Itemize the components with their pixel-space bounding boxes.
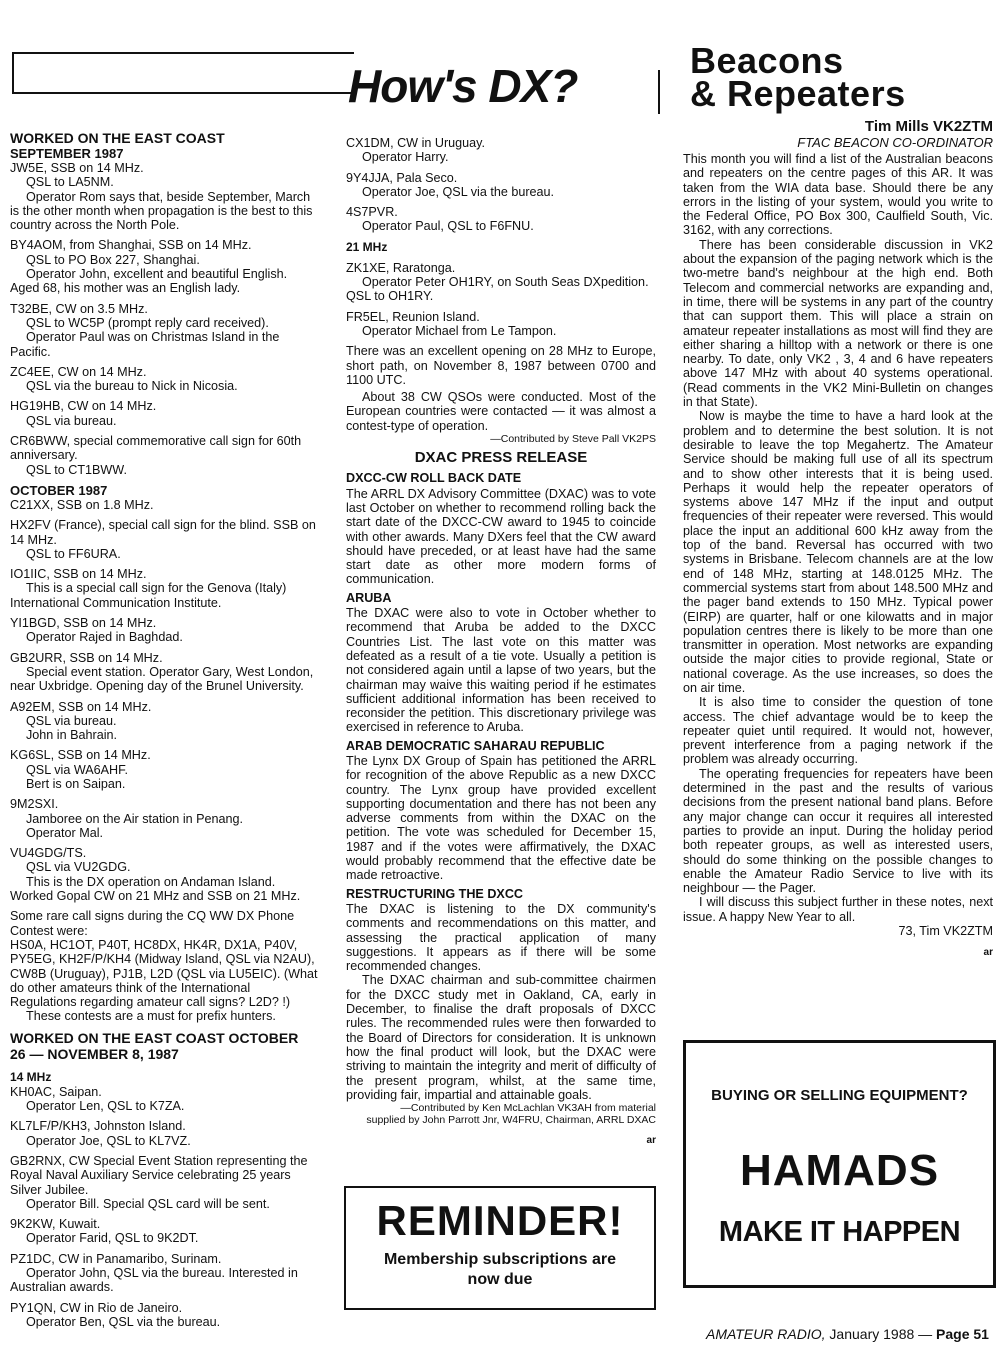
ad-tagline: BUYING OR SELLING EQUIPMENT?: [711, 1087, 968, 1104]
dx-entry: [10, 846, 332, 903]
paragraph: The Lynx DX Group of Spain has petitioned the ARRL for recognition of the above Republic as a new DXCC country. The Lynx group have provided excellent supporting documentation and there has not been any adverse comments from within the DXAC on the petition. The vote was scheduled for December 15, 1987 and if the votes were affirmatively, the DXAC would probably recommend that the effective date be made retroactive.: [346, 753, 656, 883]
dx-entry: [10, 365, 332, 394]
paragraph: I will discuss this subject further in these notes, next issue. A happy New Year to all.: [683, 895, 993, 924]
entry-line: QSL to PO Box 227, Shanghai.: [26, 252, 200, 267]
entry-line: QSL to FF6URA.: [26, 546, 121, 561]
dx-entry: [10, 651, 332, 694]
dx-entry: [10, 909, 332, 1023]
entry-line: FR5EL, Reunion Island.: [346, 309, 480, 324]
subsection-heading: OCTOBER 1987: [10, 482, 108, 498]
dx-entry: [10, 302, 332, 359]
entry-line: YI1BGD, SSB on 14 MHz.: [10, 616, 157, 631]
dx-entry: [10, 1301, 332, 1330]
entry-line: 9M2SXI.: [10, 797, 59, 812]
subsection-heading: SEPTEMBER 1987: [10, 146, 124, 161]
paragraph: The DXAC chairman and sub-committee chairmen for the DXCC study met in Oakland, CA, early in December, to finalise the draft proposals of DXCC rules. The recommended rules were then forwarded to the Board of Directors for consideration. It is unknown how the final product will look, but the DXAC were striving to maintain the integrity and merit of difficulty of the present program, whilst, at the same time, providing fair, impartial and attainable goals.: [346, 973, 656, 1102]
end-mark: ar: [646, 1135, 656, 1147]
dx-entry: [10, 567, 332, 610]
entry-line: Operator Ben, QSL via the bureau.: [26, 1314, 221, 1329]
reminder-title: REMINDER!: [376, 1197, 624, 1244]
title-line: & Repeaters: [690, 73, 906, 114]
section-heading: WORKED ON THE EAST COAST: [10, 130, 225, 146]
reminder-text: Membership subscriptions are: [383, 1251, 617, 1268]
dx-entry: [10, 399, 332, 428]
entry-line: HS0A, HC1OT, P40T, HC8DX, HK4R, DX1A, P40V,: [10, 937, 298, 952]
dx-entry: [10, 748, 332, 791]
entry-line: Operator John, excellent and beautiful English.: [26, 267, 288, 282]
entry-line: country across the North Pole.: [10, 218, 180, 233]
dx-entry: [346, 310, 656, 339]
entry-line: Royal Naval Auxiliary Service celebrating 25 years: [10, 1168, 291, 1183]
entry-line: CX1DM, CW in Uruguay.: [346, 136, 486, 150]
title-line: Beacons: [690, 40, 844, 81]
entry-line: Regulations regarding amateur call signs? L2D? !): [10, 995, 291, 1010]
entry-line: QSL to LA5NM.: [26, 175, 114, 190]
entry-line: Operator Joe, QSL via the bureau.: [362, 184, 555, 199]
header-rule-box: [12, 52, 354, 94]
beacons-title: [690, 40, 906, 114]
entry-line: JW5E, SSB on 14 MHz.: [10, 161, 144, 175]
entry-line: GB2URR, SSB on 14 MHz.: [10, 650, 163, 665]
dx-entry: [10, 1154, 332, 1211]
entry-line: Worked Gopal CW on 21 MHz and SSB on 21 MHz.: [10, 889, 301, 904]
section-title: How's DX?: [348, 60, 578, 112]
dx-entry: [10, 161, 332, 232]
author-role: FTAC BEACON CO-ORDINATOR: [797, 135, 993, 150]
entry-line: Operator Peter OH1RY, on South Seas DXpedition.: [362, 275, 649, 290]
credit-line: supplied by John Parrott Jnr, W4FRU, Chairman, ARRL DXAC: [366, 1114, 656, 1127]
entry-line: Operator Rajed in Baghdad.: [26, 630, 183, 645]
signature: 73, Tim VK2ZTM: [898, 924, 993, 939]
entry-line: These contests are a must for prefix hunters.: [26, 1009, 276, 1024]
entry-line: do other amateurs think of the International: [10, 980, 251, 995]
paragraph: The DXAC were also to vote in October whether to recommend that Aruba be added to the DXCC Countries List. The last vote on this matter was defeated as a result of a tie vote. Usually a petition is not considered again until a lapse of two years, but the chairman may waive this waiting period if he estimates sufficient additional information has been received to reconsider the petition. This discretionary privilege was exercised in reference to Aruba.: [346, 606, 656, 735]
entry-line: This is a special call sign for the Genova (Italy): [26, 581, 287, 596]
entry-line: PY1QN, CW in Rio de Janeiro.: [10, 1300, 183, 1315]
entry-line: Australian awards.: [10, 1280, 114, 1295]
paragraph: There has been considerable discussion in VK2 about the expansion of the paging network which is the two-metre band's neighbour at the high end. Both Telecom and commercial networks are expanding and, in time, there will be systems in any part of the country that can support them. This will place a strain on amateur repeater installations as most will find they are either sharing a hilltop with a network or there is one nearby. To date, only VK2 , 3, 4 and 6 have repeaters above 147 MHz with about 40 systems operational. (Read comments in the VK2 Mini-Bulletin on changes in that State).: [683, 237, 993, 410]
reminder-text: now due: [467, 1271, 533, 1288]
entry-line: QSL via VU2GDG.: [26, 860, 131, 875]
press-release-heading: DXAC PRESS RELEASE: [414, 449, 588, 467]
entry-line: QSL to OH1RY.: [346, 289, 434, 304]
credit-line: —Contributed by Ken McLachlan VK3AH from material: [400, 1102, 656, 1115]
credit-line: —Contributed by Steve Pall VK2PS: [490, 433, 656, 446]
page-number: Page 51: [936, 1326, 989, 1342]
paragraph: This month you will find a list of the Australian beacons and repeaters on the centre pages of this AR. It was taken from the WIA data base. Should there be any errors in the listing of your system, would you write to the Federal Office, PO Box 300, Caulfield South, Vic. 3162, with any corrections.: [683, 152, 993, 238]
entry-line: CW8B (Uruguay), PJ1B, L2D (QSL via LU5EIC). (What: [10, 966, 318, 981]
entry-list: [10, 498, 332, 1024]
entry-line: QSL via bureau.: [26, 413, 117, 428]
entry-line: Operator Paul was on Christmas Island in the: [26, 330, 280, 345]
dx-entry: [346, 205, 656, 234]
page-footer: [706, 1326, 989, 1342]
entry-line: Pacific.: [10, 344, 51, 359]
entry-list: [10, 1085, 332, 1329]
entry-line: GB2RNX, CW Special Event Station representing the: [10, 1153, 308, 1168]
entry-line: PZ1DC, CW in Panamaribo, Surinam.: [10, 1251, 222, 1266]
entry-line: Contest were:: [10, 923, 88, 938]
section-heading: 26 — NOVEMBER 8, 1987: [10, 1045, 179, 1062]
entry-line: anniversary.: [10, 448, 78, 463]
dx-entry: [10, 700, 332, 743]
entry-line: CR6BWW, special commemorative call sign for 60th: [10, 434, 302, 449]
entry-line: Operator Paul, QSL to F6FNU.: [362, 219, 534, 234]
entry-line: Operator Rom says that, beside September, March: [26, 189, 311, 204]
dx-entry: [346, 171, 656, 200]
subsection-heading: ARAB DEMOCRATIC SAHARAU REPUBLIC: [346, 738, 605, 753]
reminder-box: [344, 1186, 656, 1310]
entry-line: QSL to CT1BWW.: [26, 462, 128, 477]
dx-entry: [10, 238, 332, 295]
subsection-heading: 14 MHz: [10, 1069, 52, 1084]
paragraph: There was an excellent opening on 28 MHz to Europe, short path, on November 8, 1987 between 0700 and 1100 UTC.: [346, 344, 656, 387]
dx-entry: [346, 136, 656, 165]
entry-line: International Communication Institute.: [10, 595, 222, 610]
entry-line: PY5EG, KH2F/P/KH4 (Midway Island, QSL via N2AU),: [10, 952, 315, 967]
entry-line: BY4AOM, from Shanghai, SSB on 14 MHz.: [10, 238, 252, 253]
ad-title: HAMADS: [739, 1146, 940, 1195]
dx-entry: [10, 1085, 332, 1114]
entry-line: is the other month when propagation is the best to this: [10, 203, 313, 218]
magazine-name: AMATEUR RADIO,: [706, 1326, 826, 1342]
dx-entry: [10, 518, 332, 561]
entry-line: Operator Joe, QSL to KL7VZ.: [26, 1133, 191, 1148]
entry-line: HG19HB, CW on 14 MHz.: [10, 399, 157, 414]
entry-line: 9Y4JJA, Pala Seco.: [346, 170, 458, 185]
entry-line: Special event station. Operator Gary, West London,: [26, 664, 314, 679]
entry-line: KH0AC, Saipan.: [10, 1084, 102, 1099]
entry-line: VU4GDG/TS.: [10, 846, 87, 861]
dx-entry: [10, 498, 332, 512]
entry-line: HX2FV (France), special call sign for the blind. SSB on: [10, 518, 316, 533]
hamads-ad-box: [683, 1040, 996, 1288]
entry-line: QSL via WA6AHF.: [26, 762, 128, 777]
paragraph: It is also time to consider the question of tone access. The chief advantage would be to keep the repeater quiet until required. It would not, however, prevent interference from a paging network if the problem was already occurring.: [683, 695, 993, 767]
entry-line: KL7LF/P/KH3, Johnston Island.: [10, 1119, 186, 1134]
entry-line: KG6SL, SSB on 14 MHz.: [10, 748, 151, 763]
subsection-heading: RESTRUCTURING THE DXCC: [346, 886, 524, 901]
ad-slogan: MAKE IT HAPPEN: [718, 1216, 961, 1248]
entry-line: John in Bahrain.: [26, 728, 118, 743]
paragraph: About 38 CW QSOs were conducted. Most of the European countries were contacted — it was almost a contest-type of operation.: [346, 390, 656, 433]
entry-line: Operator Len, QSL to K7ZA.: [26, 1099, 185, 1114]
entry-line: Jamboree on the Air station in Penang.: [26, 811, 244, 826]
entry-line: A92EM, SSB on 14 MHz.: [10, 699, 152, 714]
entry-line: Silver Jubilee.: [10, 1182, 89, 1197]
entry-line: T32BE, CW on 3.5 MHz.: [10, 301, 148, 316]
entry-line: near Uxbridge. Opening day of the Brunel University.: [10, 679, 304, 694]
entry-line: 14 MHz.: [10, 532, 57, 547]
entry-line: ZK1XE, Raratonga.: [346, 260, 456, 275]
header-divider: [658, 70, 660, 114]
entry-line: QSL via bureau.: [26, 713, 117, 728]
entry-line: Bert is on Saipan.: [26, 776, 126, 791]
entry-line: QSL via the bureau to Nick in Nicosia.: [26, 379, 238, 394]
column-3: [683, 118, 993, 968]
end-mark: ar: [983, 947, 993, 959]
dx-entry: [10, 1217, 332, 1246]
entry-line: Operator Mal.: [26, 825, 103, 840]
entry-line: Operator Michael from Le Tampon.: [362, 323, 557, 338]
entry-line: Operator Farid, QSL to 9K2DT.: [26, 1231, 199, 1246]
entry-line: 4S7PVR.: [346, 205, 398, 220]
dx-entry: [10, 434, 332, 477]
paragraph: The DXAC is listening to the DX community's comments and recommendations on this matter, and assessing the practical application of many suggestions. It appears as if there will be some recommended changes.: [346, 901, 656, 974]
dx-entry: [10, 1119, 332, 1148]
dx-entry: [346, 261, 656, 304]
paragraph: Now is maybe the time to have a hard look at the problem and to determine the best solution. It is not desirable to leave the top Megahertz. The Amateur Service should be making full use of all its spectrum and to show other interests that it is being used. Perhaps it would help the repeater operators of systems above 147 MHz if the input and output frequencies of their repeater were reversed. This would place the input an additional 600 kHz away from the top of the band. Reversal has occurred with two systems in Brisbane. Telecom channels are at the low end of 148 MHz, starting at 148.0125 MHz. The commercial systems start from about 148.500 MHz and the pager band extends to 150 MHz. Typical power (EIRP) are quarter, half or one kilowatts and in major population centres there is likely to be more than one transmitter in operation. Most networks are expanding outside the major cities to provide regional, State or national coverage. As the use increases, so does the on air time.: [683, 409, 993, 695]
subsection-heading: ARUBA: [346, 590, 392, 605]
entry-line: IO1IIC, SSB on 14 MHz.: [10, 567, 147, 582]
column-1: [10, 130, 332, 1335]
entry-line: This is the DX operation on Andaman Island.: [26, 874, 276, 889]
dx-entry: [10, 1252, 332, 1295]
subsection-heading: 21 MHz: [346, 239, 388, 254]
entry-line: ZC4EE, CW on 14 MHz.: [10, 364, 147, 379]
issue-date: January 1988 —: [829, 1326, 933, 1342]
entry-line: 9K2KW, Kuwait.: [10, 1217, 101, 1232]
paragraph: The ARRL DX Advisory Committee (DXAC) was to vote last October on whether to recommend rolling back the start date of the DXCC-CW award to 1945 to coincide with other awards. Many DXers feel that the CW award should have preceded, or at least have had the same start date as other more modern forms of communication.: [346, 486, 656, 587]
entry-list: [346, 136, 656, 234]
dx-entry: [10, 797, 332, 840]
column-2: [346, 136, 656, 1156]
entry-list: [10, 161, 332, 477]
dx-entry: [10, 616, 332, 645]
entry-line: Operator Harry.: [362, 150, 449, 165]
author: Tim Mills VK2ZTM: [864, 118, 993, 135]
section-heading: WORKED ON THE EAST COAST OCTOBER: [10, 1029, 299, 1046]
entry-line: QSL to WC5P (prompt reply card received).: [26, 315, 269, 330]
paragraph: The operating frequencies for repeaters have been determined in the past and the results of various decisions from the present national band plans. Before any major change can occur it requires all interested parties to provide an input. During the holiday period both repeater groups, as well as interested users, should do some thinking on the possible changes to enable the Amateur Radio Service to live with its neighbour — the Pager.: [683, 766, 993, 896]
entry-line: Operator Bill. Special QSL card will be sent.: [26, 1196, 270, 1211]
entry-line: Operator John, QSL via the bureau. Interested in: [26, 1266, 298, 1280]
entry-line: Aged 68, his mother was an English lady.: [10, 281, 241, 296]
subsection-heading: DXCC-CW ROLL BACK DATE: [346, 471, 522, 486]
entry-line: Some rare call signs during the CQ WW DX Phone: [10, 909, 295, 924]
entry-line: C21XX, SSB on 1.8 MHz.: [10, 497, 154, 512]
entry-list: [346, 261, 656, 338]
